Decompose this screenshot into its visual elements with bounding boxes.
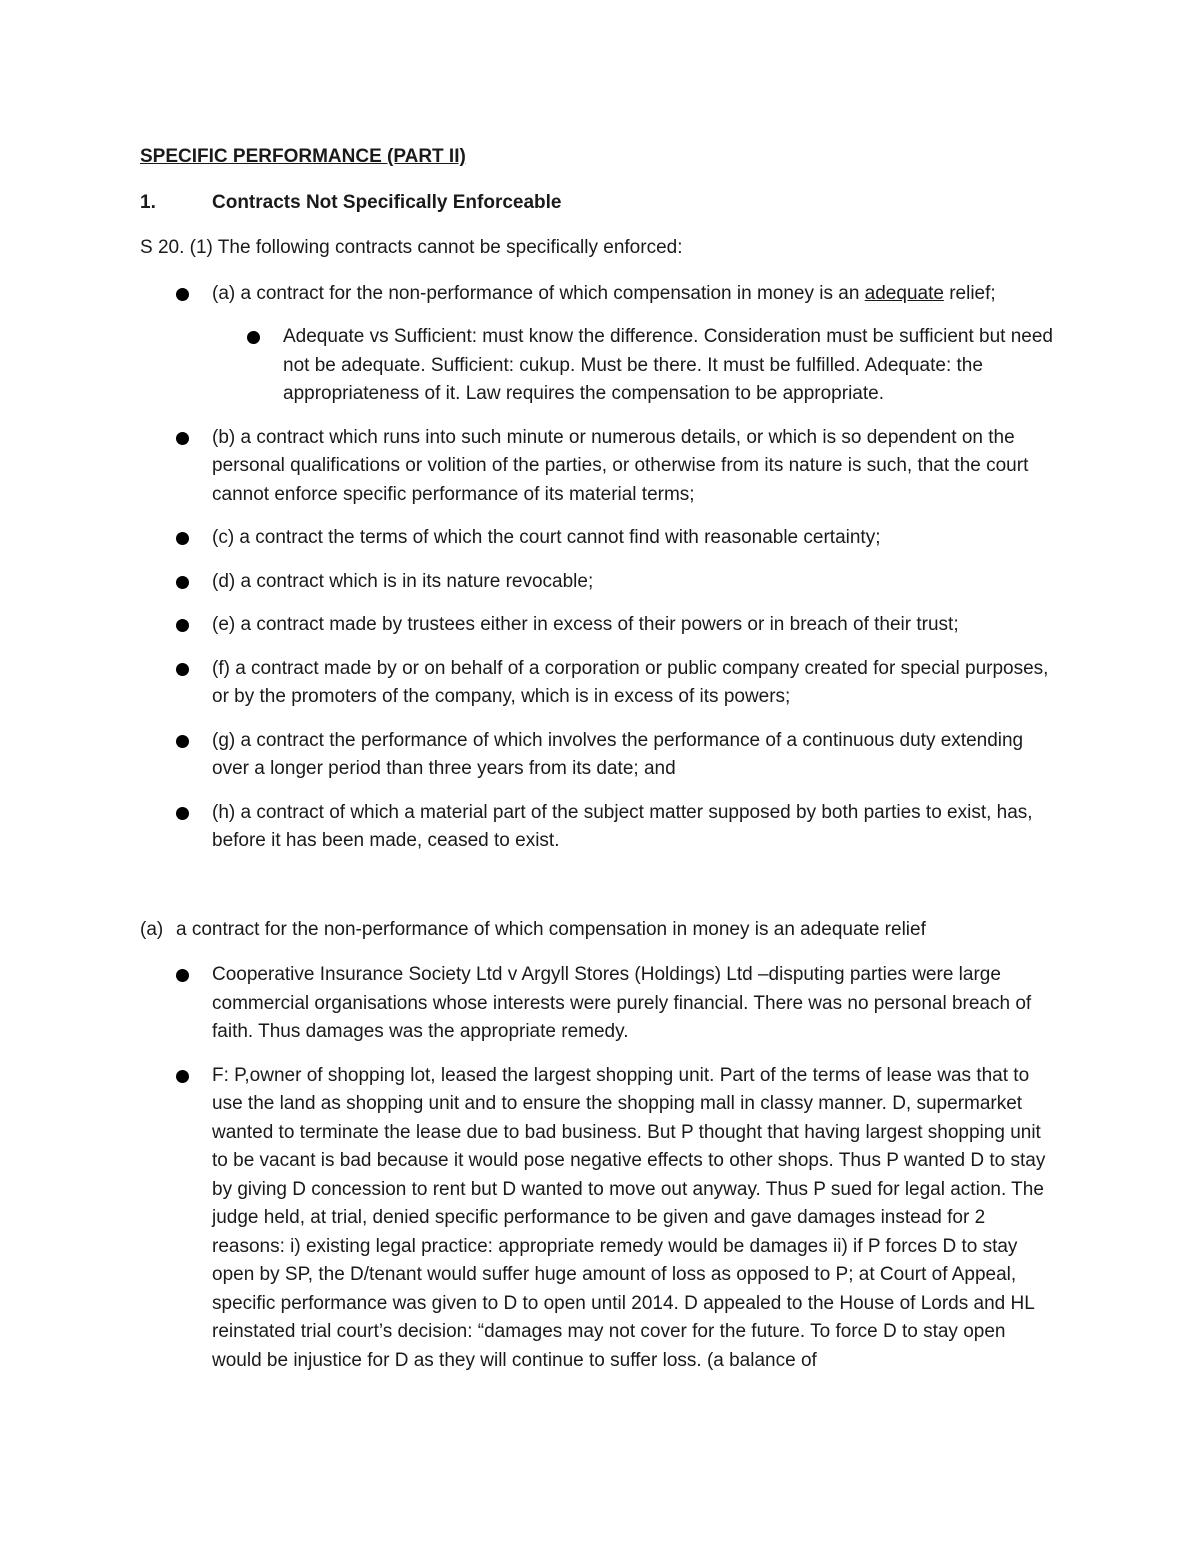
list-item [140,727,1060,784]
list-item [140,655,1060,712]
list-item [140,799,1060,856]
list-item [140,280,1060,309]
bullet-icon [176,735,189,748]
item-a-underlined-word: adequate [864,282,944,304]
page-title: SPECIFIC PERFORMANCE (PART II) [140,146,466,167]
document-body [140,143,1060,1390]
bullet-icon [176,576,189,589]
list-item [140,611,1060,640]
bullet-icon [176,969,189,982]
bullet-icon [176,807,189,820]
bullet-icon [176,532,189,545]
case-item [140,961,1060,1047]
bullet-icon [176,1070,189,1083]
section-heading [140,189,1060,218]
list-item-text: (g) a contract the performance of which involves the performance of a continuous duty extending over a longer period than three years from its date; and [212,729,1024,779]
list-item [140,568,1060,597]
list-item-text: (d) a contract which is in its nature revocable; [212,570,594,592]
list-item-text: (h) a contract of which a material part of the subject matter supposed by both parties to exist, has, before it has been made, ceased to exist. [212,801,1033,851]
item-a-text-end: relief; [943,282,996,304]
list-item-text: (e) a contract made by trustees either in excess of their powers or in breach of their trust; [212,614,959,635]
sub-heading [140,916,1060,945]
case-text: F: P,owner of shopping lot, leased the largest shopping unit. Part of the terms of lease was that to use the land as shopping unit and to ensure the shopping mall in classy manner. D, supermarket wanted to terminate the lease due to bad business. But P thought that having largest shopping unit to be vacant is bad because it would pose negative effects to other shops. Thus P wanted D to stay by giving D concession to rent but D wanted to move out anyway. Thus P sued for legal action. The judge held, at trial, denied specific performance to be given and gave damages instead for 2 reasons: i) existing legal practice: appropriate remedy would be damages ii) if P forces D to stay open by SP, the D/tenant would suffer huge amount of loss as opposed to P; at Court of Appeal, specific performance was given to D to open until 2014. D appealed to the House of Lords and HL reinstated trial court’s decision: “damages may not cover for the future. To force D to stay open would be injustice for D as they will continue to suffer loss. (a balance of [212,1064,1046,1371]
list-item [140,424,1060,510]
sub-list-item [140,323,1060,409]
section-number: 1. [140,191,156,213]
case-text: Cooperative Insurance Society Ltd v Argyll Stores (Holdings) Ltd –disputing parties were large commercial organisations whose interests were purely financial. There was no personal breach of faith. Thus damages was the appropriate remedy. [212,964,1032,1042]
bullet-icon [176,288,189,301]
item-a-text-start: (a) a contract for the non-performance of which compensation in money is an [212,282,865,304]
bullet-icon [247,331,260,344]
bullet-icon [176,432,189,445]
list-item [140,524,1060,553]
list-item-text: (b) a contract which runs into such minute or numerous details, or which is so dependent on the personal qualifications or volition of the parties, or otherwise from its nature is such, that the court cannot enforce specific performance of its material terms; [212,426,1029,505]
section-heading-text: Contracts Not Specifically Enforceable [212,191,562,213]
section-spacer [140,871,1060,916]
sub-heading-label: (a) [140,918,164,940]
bullet-icon [176,619,189,632]
sub-heading-text: a contract for the non-performance of which compensation in money is an adequate relief [176,918,926,940]
statute-intro: S 20. (1) The following contracts cannot be specifically enforced: [140,237,683,258]
case-item [140,1062,1060,1376]
list-item-text: (c) a contract the terms of which the court cannot find with reasonable certainty; [212,527,881,548]
bullet-icon [176,663,189,676]
item-a-note: Adequate vs Sufficient: must know the difference. Consideration must be sufficient but need not be adequate. Sufficient: cukup. Must be there. It must be fulfilled. Adequate: the appropriateness of it. Law requires the compensation to be appropriate. [283,326,1053,404]
list-item-text: (f) a contract made by or on behalf of a corporation or public company created for special purposes, or by the promoters of the company, which is in excess of its powers; [212,657,1049,707]
